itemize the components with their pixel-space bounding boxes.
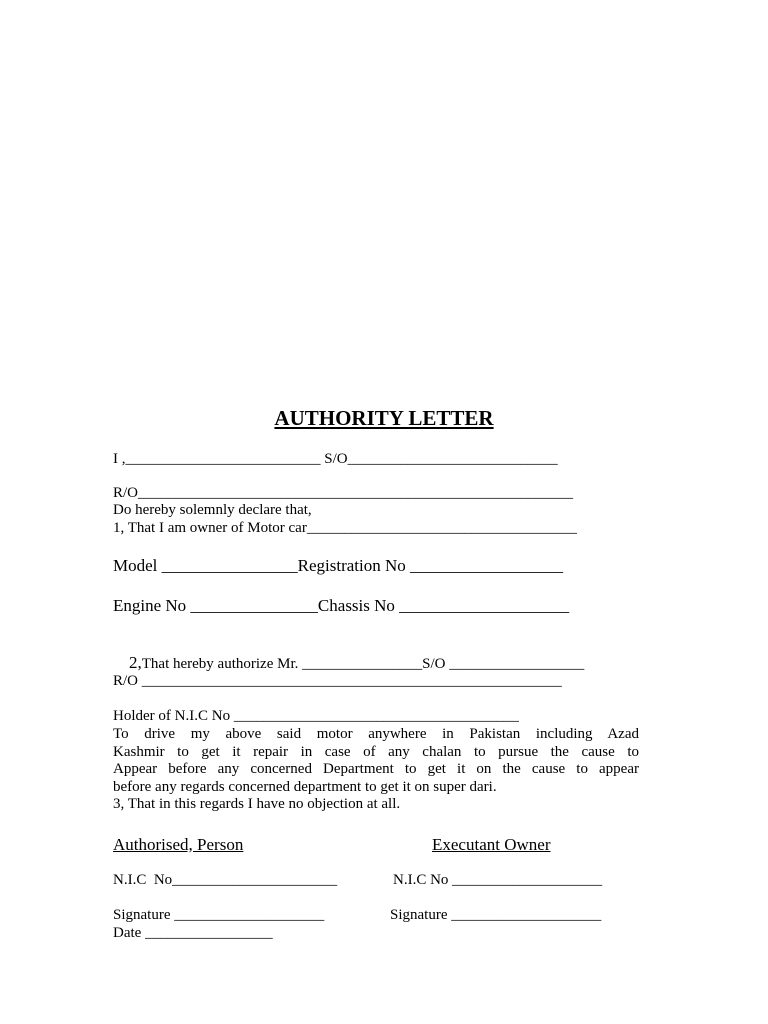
- executant-signature-line: Signature ____________________: [390, 907, 602, 923]
- nic-holder-line: Holder of N.I.C No ______________________________________: [113, 708, 519, 724]
- authorised-person-heading: Authorised, Person: [113, 835, 244, 854]
- authorised-nic-line: N.I.C No______________________: [113, 872, 338, 888]
- executant-owner-heading: Executant Owner: [432, 835, 551, 854]
- owner-statement-line: 1, That I am owner of Motor car____________________________________: [113, 520, 577, 536]
- authorization-text: That hereby authorize Mr. ________________S/O __________________: [141, 656, 585, 672]
- paragraph-line-1: To drive my above said motor anywhere in Pakistan including Azad: [113, 726, 639, 742]
- objection-statement: 3, That in this regards I have no objection at all.: [113, 796, 401, 812]
- paragraph-line-4: before any regards concerned department to get it on super dari.: [113, 778, 497, 795]
- authorized-address-line: R/O ________________________________________________________: [113, 673, 562, 689]
- paragraph-line-3: Appear before any concerned Department to get it on the cause to appear: [113, 761, 639, 777]
- declaration-intro: Do hereby solemnly declare that,: [113, 502, 312, 518]
- authorization-number: 2,: [129, 653, 142, 672]
- executant-nic-line: N.I.C No ____________________: [393, 872, 603, 888]
- document-title: AUTHORITY LETTER: [274, 406, 494, 430]
- declarant-name-line: I ,__________________________ S/O____________________________: [113, 451, 558, 467]
- engine-chassis-line: Engine No _______________Chassis No ____________________: [113, 596, 570, 615]
- model-registration-line: Model ________________Registration No __________________: [113, 556, 564, 575]
- authorization-paragraph: [113, 726, 639, 814]
- date-line: Date _________________: [113, 925, 273, 941]
- authorised-signature-line: Signature ____________________: [113, 907, 325, 923]
- declarant-address-line: R/O__________________________________________________________: [113, 485, 574, 501]
- paragraph-line-2: Kashmir to get it repair in case of any chalan to pursue the cause to: [113, 743, 639, 760]
